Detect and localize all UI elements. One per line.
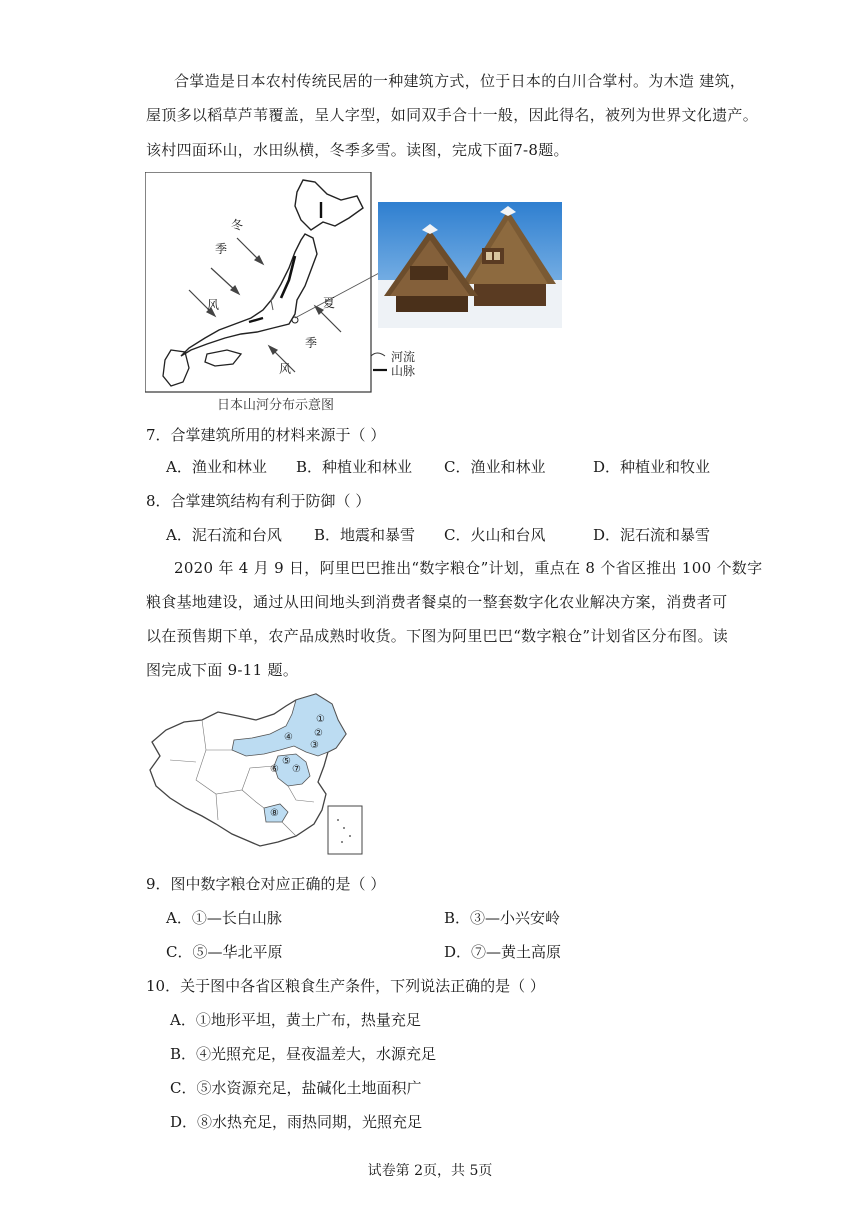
map-marker-7: ⑦ xyxy=(292,764,301,775)
question-7-stem: 7．合掌建筑所用的材料来源于（ ） xyxy=(146,426,386,444)
question-9-option-a[interactable]: A．①—长白山脉 xyxy=(166,909,282,927)
china-map xyxy=(146,690,366,860)
question-8-option-d[interactable]: D．泥石流和暴雪 xyxy=(593,526,711,544)
wind-label-winter-1: 冬 xyxy=(231,218,244,232)
question-8-option-a[interactable]: A．泥石流和台风 xyxy=(166,526,282,544)
question-8-stem: 8．合掌建筑结构有利于防御（ ） xyxy=(146,492,371,510)
question-7-option-a[interactable]: A．渔业和林业 xyxy=(166,458,267,476)
question-8-option-b[interactable]: B．地震和暴雪 xyxy=(314,526,416,544)
intro2-line-4: 图完成下面 9-11 题。 xyxy=(146,661,299,679)
map-marker-4: ④ xyxy=(284,732,293,743)
map-marker-8: ⑧ xyxy=(270,808,279,819)
question-9-option-d[interactable]: D．⑦—黄土高原 xyxy=(444,943,562,961)
wind-label-winter-2: 季 xyxy=(215,242,228,256)
wind-label-summer-1: 夏 xyxy=(323,296,336,310)
wind-label-summer-3: 风 xyxy=(279,362,292,376)
question-10-option-d[interactable]: D．⑧水热充足，雨热同期，光照充足 xyxy=(170,1113,423,1131)
intro2-line-3: 以在预售期下单，农产品成熟时收货。下图为阿里巴巴“数字粮仓”计划省区分布图。读 xyxy=(146,627,729,645)
japan-map-caption: 日本山河分布示意图 xyxy=(217,398,335,413)
question-9-stem: 9．图中数字粮仓对应正确的是（ ） xyxy=(146,875,386,893)
japan-map-figure xyxy=(145,172,575,412)
map-marker-3: ③ xyxy=(310,740,319,751)
question-7-option-c[interactable]: C．渔业和林业 xyxy=(444,458,546,476)
intro2-line-2: 粮食基地建设，通过从田间地头到消费者餐桌的一整套数字化农业解决方案，消费者可 xyxy=(146,593,728,611)
intro1-line-2: 屋顶多以稻草芦苇覆盖，呈人字型，如同双手合十一般，因此得名，被列为世界文化遗产。 xyxy=(146,106,759,124)
page-footer: 试卷第 2页，共 5页 xyxy=(367,1163,493,1179)
wind-label-summer-2: 季 xyxy=(305,336,318,350)
question-7-option-d[interactable]: D．种植业和牧业 xyxy=(593,458,711,476)
question-10-stem: 10．关于图中各省区粮食生产条件，下列说法正确的是（ ） xyxy=(146,977,545,995)
question-9-option-b[interactable]: B．③—小兴安岭 xyxy=(444,909,561,927)
question-10-option-c[interactable]: C．⑤水资源充足，盐碱化土地面积广 xyxy=(170,1079,422,1097)
gassho-house-photo xyxy=(378,202,562,328)
map-marker-5: ⑤ xyxy=(282,756,291,767)
legend-river-label: 河流 xyxy=(391,350,416,364)
question-10-option-a[interactable]: A．①地形平坦，黄土广布，热量充足 xyxy=(170,1011,421,1029)
legend-mountain-label: 山脉 xyxy=(391,364,416,378)
question-9-option-c[interactable]: C．⑤—华北平原 xyxy=(166,943,283,961)
question-7-option-b[interactable]: B．种植业和林业 xyxy=(296,458,413,476)
intro1-line-3: 该村四面环山，水田纵横，冬季多雪。读图，完成下面7-8题。 xyxy=(146,141,569,159)
map-marker-1: ① xyxy=(316,714,325,725)
intro1-line-1: 合掌造是日本农村传统民居的一种建筑方式，位于日本的白川合掌村。为木造 建筑， xyxy=(174,72,746,90)
china-map-figure xyxy=(146,690,366,860)
map-marker-2: ② xyxy=(314,728,323,739)
map-marker-6: ⑥ xyxy=(270,764,279,775)
intro2-line-1: 2020 年 4 月 9 日，阿里巴巴推出“数字粮仓”计划，重点在 8 个省区推出 100 个数字 xyxy=(174,559,763,577)
question-10-option-b[interactable]: B．④光照充足，昼夜温差大，水源充足 xyxy=(170,1045,437,1063)
wind-label-winter-3: 风 xyxy=(207,298,220,312)
question-8-option-c[interactable]: C．火山和台风 xyxy=(444,526,546,544)
